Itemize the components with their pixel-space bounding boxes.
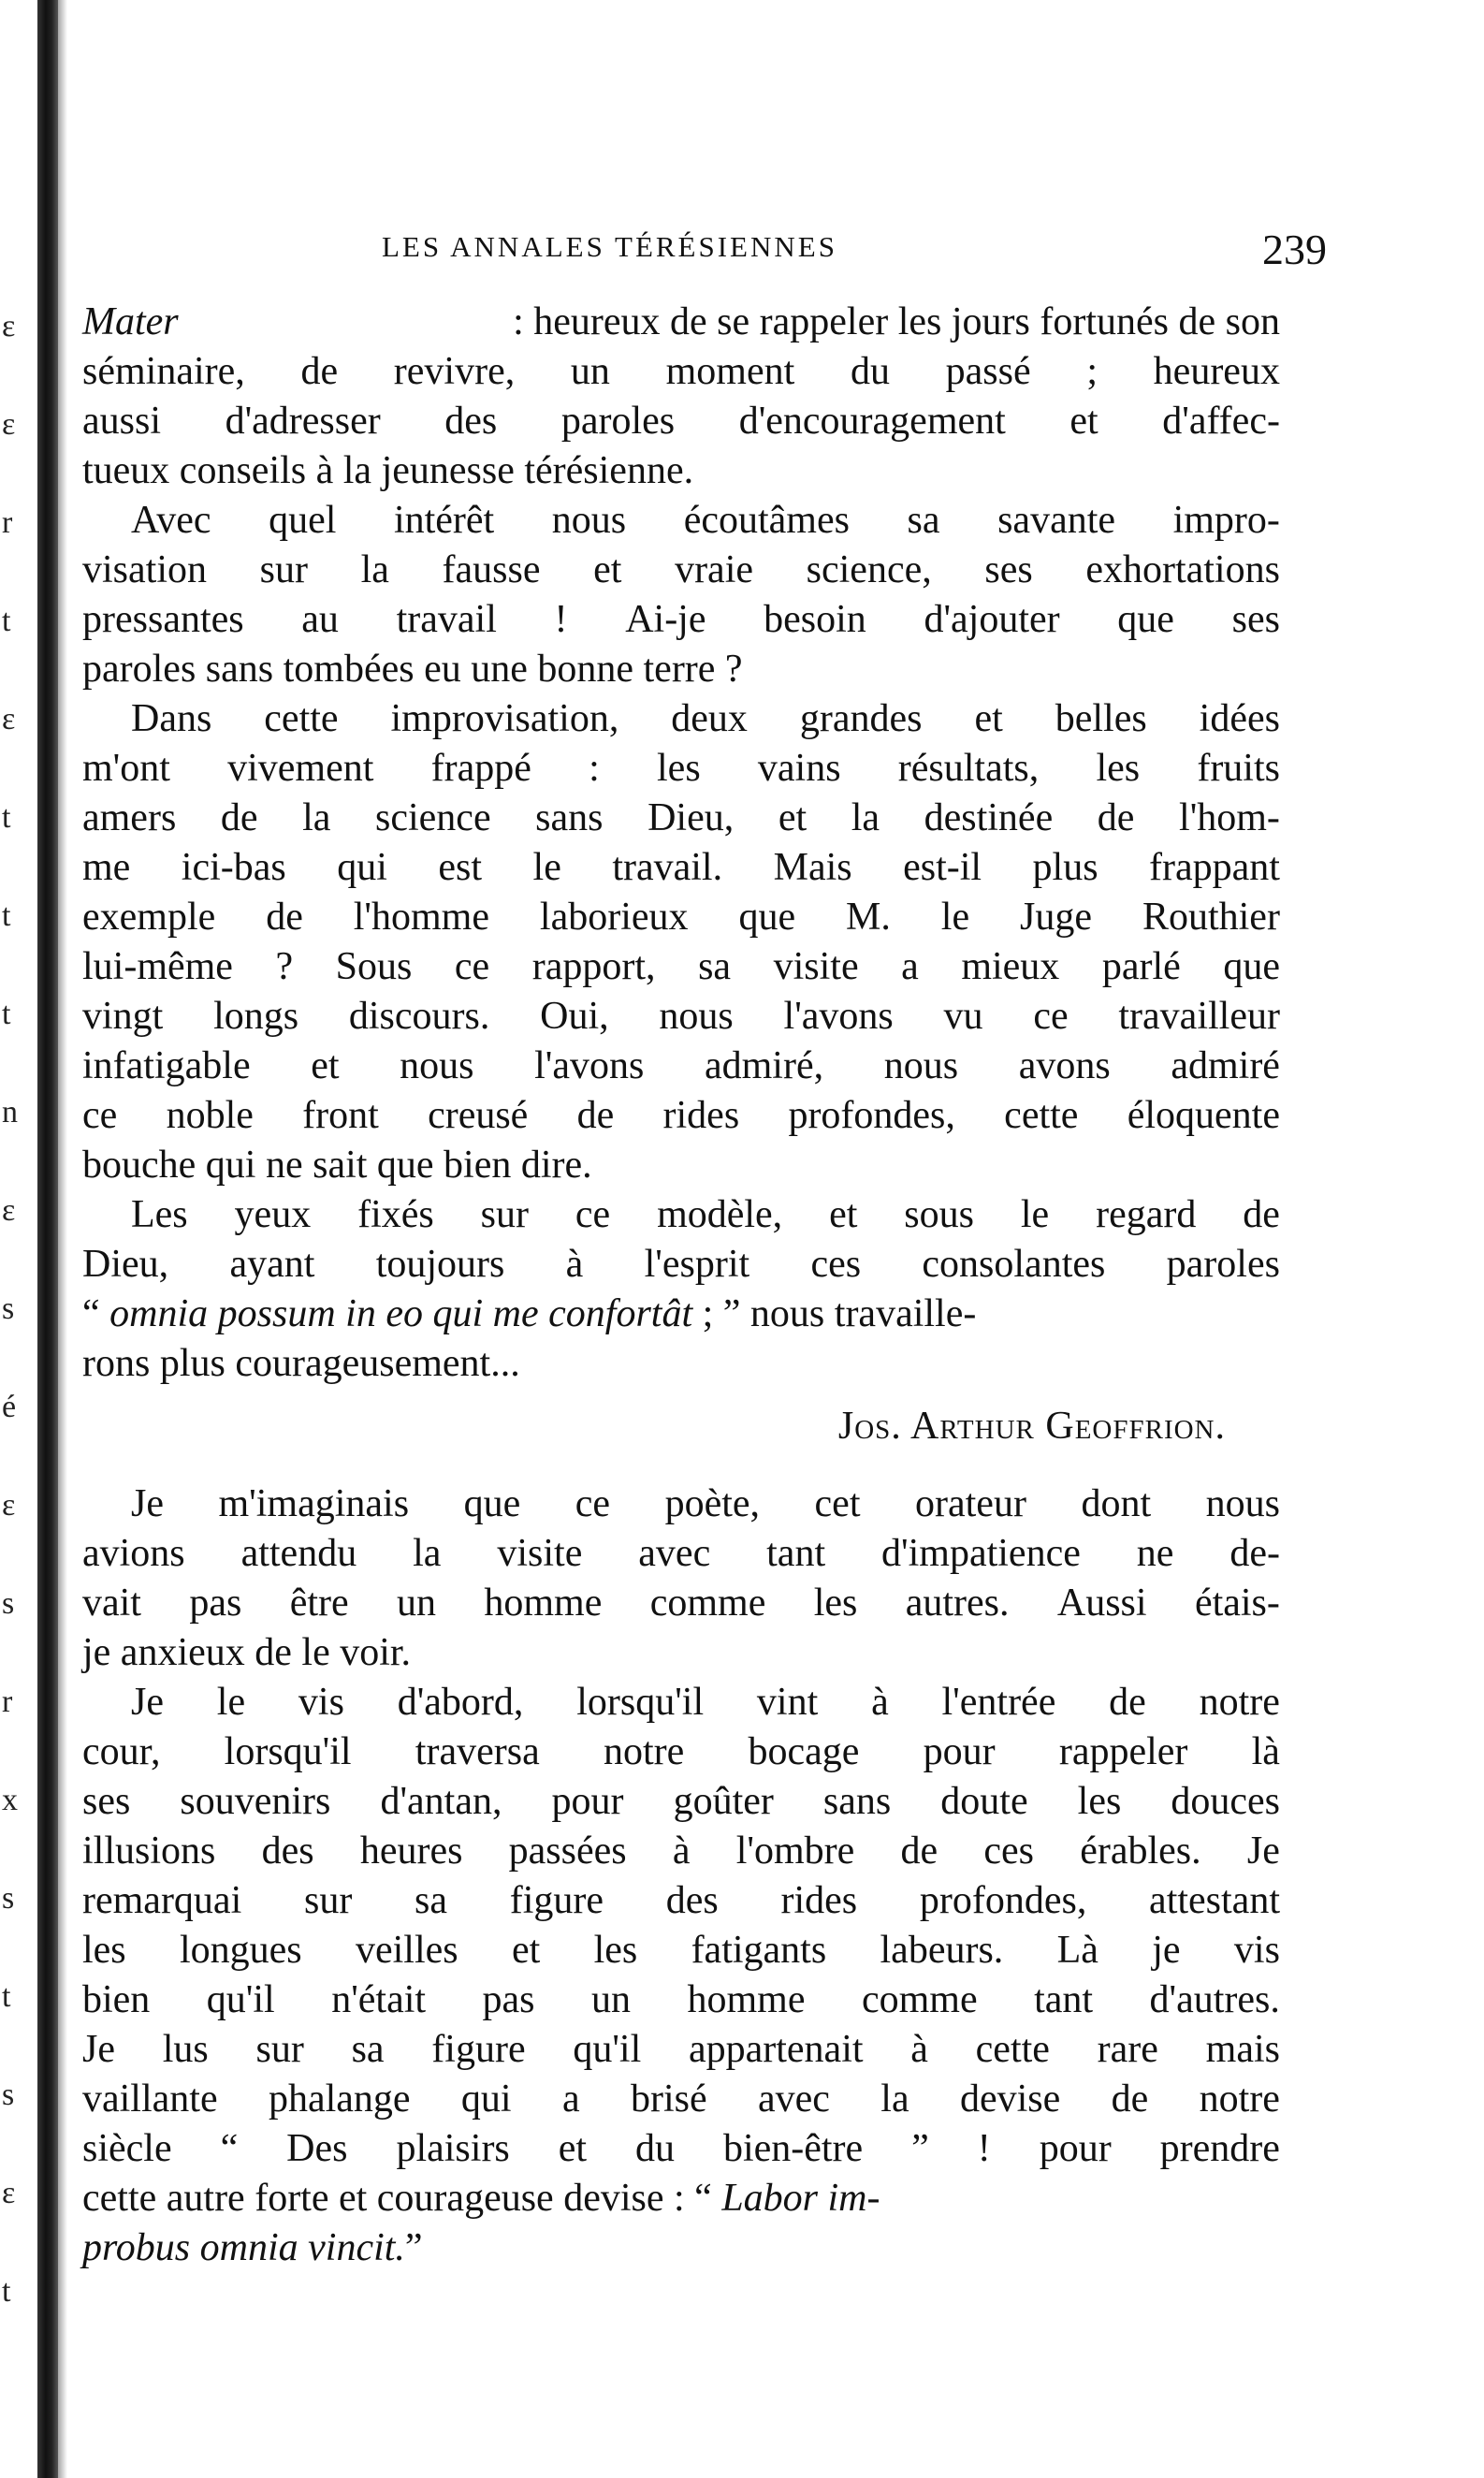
text-line: séminaire, de revivre, un moment du passé ; heureux <box>82 350 1280 393</box>
text-line: exemple de l'homme laborieux que M. le Juge Routhier <box>82 896 1280 939</box>
text-line <box>82 2223 1280 2273</box>
text-line: aussi d'adresser des paroles d'encouragement et d'affec- <box>82 400 1280 443</box>
bleed-glyph: t <box>2 604 11 638</box>
text-line: les longues veilles et les fatigants labeurs. Là je vis <box>82 1929 1280 1972</box>
bleed-glyph: s <box>2 1291 15 1326</box>
text-line: Les yeux fixés sur ce modèle, et sous le regard de <box>131 1193 1280 1236</box>
latin-motto-end: probus omnia vincit. <box>82 2226 405 2269</box>
text-line: remarquai sur sa figure des rides profondes, attestant <box>82 1879 1280 1922</box>
text-line <box>82 2174 1280 2223</box>
bleed-glyph: t <box>2 2274 11 2309</box>
bleed-glyph: ɛ <box>2 702 16 736</box>
bleed-glyph: n <box>2 1095 18 1130</box>
text-line: ses souvenirs d'antan, pour goûter sans doute les douces <box>82 1780 1280 1823</box>
text-line: je anxieux de le voir. <box>82 1631 412 1674</box>
quote-close: ” <box>404 2226 423 2269</box>
text-line: siècle “ Des plaisirs et du bien-être ” ! pour prendre <box>82 2127 1280 2170</box>
page-number: 239 <box>1262 226 1327 273</box>
bleed-glyph: t <box>2 997 11 1031</box>
bleed-glyph: r <box>2 1684 13 1719</box>
bleed-glyph: s <box>2 1586 15 1621</box>
bleed-glyph: t <box>2 1979 11 2014</box>
text-line: visation sur la fausse et vraie science, ses exhortations <box>82 548 1280 591</box>
text-line: Je lus sur sa figure qu'il appartenait à cette rare mais <box>82 2028 1280 2071</box>
bleed-glyph: s <box>2 1881 15 1916</box>
text-line: pressantes au travail ! Ai-je besoin d'ajouter que ses <box>82 598 1280 641</box>
text-line: Dieu, ayant toujours à l'esprit ces consolantes paroles <box>82 1243 1280 1286</box>
text-line: ce noble front creusé de rides profondes, cette éloquente <box>82 1094 1280 1137</box>
text-line: me ici-bas qui est le travail. Mais est-il plus frappant <box>82 846 1280 889</box>
text-line: bien qu'il n'était pas un homme comme tant d'autres. <box>82 1978 1280 2021</box>
running-title: LES ANNALES TÉRÉSIENNES <box>382 230 837 263</box>
running-head <box>82 221 1327 277</box>
text-line: Avec quel intérêt nous écoutâmes sa savante impro- <box>131 499 1280 542</box>
bleed-glyph: ε <box>2 309 16 343</box>
text-line: vingt longs discours. Oui, nous l'avons vu ce travailleur <box>82 995 1280 1038</box>
text-line: avions attendu la visite avec tant d'impatience ne de- <box>82 1532 1280 1575</box>
text-line: vaillante phalange qui a brisé avec la devise de notre <box>82 2077 1280 2121</box>
book-spine <box>37 0 58 2478</box>
book-page <box>82 0 1327 2478</box>
line-prefix: cette autre forte et courageuse devise : “ <box>82 2177 722 2220</box>
bleed-glyph: t <box>2 800 11 835</box>
bleed-glyph: ɛ <box>2 2176 16 2210</box>
margin-bleed <box>0 0 36 2478</box>
text-line: Mater : heureux de se rappeler les jours fortunés de son <box>82 300 1280 343</box>
text-line: Dans cette improvisation, deux grandes et belles idées <box>131 697 1280 740</box>
text-line: paroles sans tombées eu une bonne terre ? <box>82 648 743 691</box>
quote-close: ; ” nous travaille- <box>692 1292 977 1335</box>
text-line: illusions des heures passées à l'ombre de ces érables. Je <box>82 1829 1280 1873</box>
bleed-glyph: ɛ <box>2 1488 16 1523</box>
text-line: lui-même ? Sous ce rapport, sa visite a mieux parlé que <box>82 945 1280 988</box>
bleed-glyph: t <box>2 898 11 933</box>
quote-open: “ <box>82 1292 100 1335</box>
text-line <box>82 1290 1280 1339</box>
text-line: bouche qui ne sait que bien dire. <box>82 1144 592 1187</box>
text-line: m'ont vivement frappé : les vains résultats, les fruits <box>82 747 1280 790</box>
bleed-glyph: r <box>2 505 13 540</box>
bleed-glyph: ɛ <box>2 1193 16 1228</box>
text-line: tueux conseils à la jeunesse térésienne. <box>82 449 694 492</box>
signature-line <box>82 1402 1280 1451</box>
spine-shadow <box>58 0 67 2478</box>
text-line: cour, lorsqu'il traversa notre bocage pour rappeler là <box>82 1730 1280 1773</box>
text-line: Je le vis d'abord, lorsqu'il vint à l'entrée de notre <box>131 1681 1280 1724</box>
bleed-glyph: ɛ <box>2 407 16 442</box>
latin-quote: omnia possum in eo qui me confortât <box>109 1292 693 1335</box>
body-text <box>82 298 1280 2273</box>
latin-motto: Labor im- <box>721 2177 880 2220</box>
bleed-glyph: é <box>2 1390 17 1424</box>
bleed-glyph: s <box>2 2077 15 2112</box>
signature: Jos. Arthur Geoffrion. <box>837 1405 1226 1448</box>
text-line: vait pas être un homme comme les autres. Aussi étais- <box>82 1582 1280 1625</box>
text-line: Je m'imaginais que ce poète, cet orateur dont nous <box>131 1482 1280 1525</box>
text-line: rons plus courageusement... <box>82 1342 520 1385</box>
text-line: amers de la science sans Dieu, et la destinée de l'hom- <box>82 796 1280 839</box>
text-line: infatigable et nous l'avons admiré, nous avons admiré <box>82 1044 1280 1087</box>
bleed-glyph: x <box>2 1783 18 1817</box>
